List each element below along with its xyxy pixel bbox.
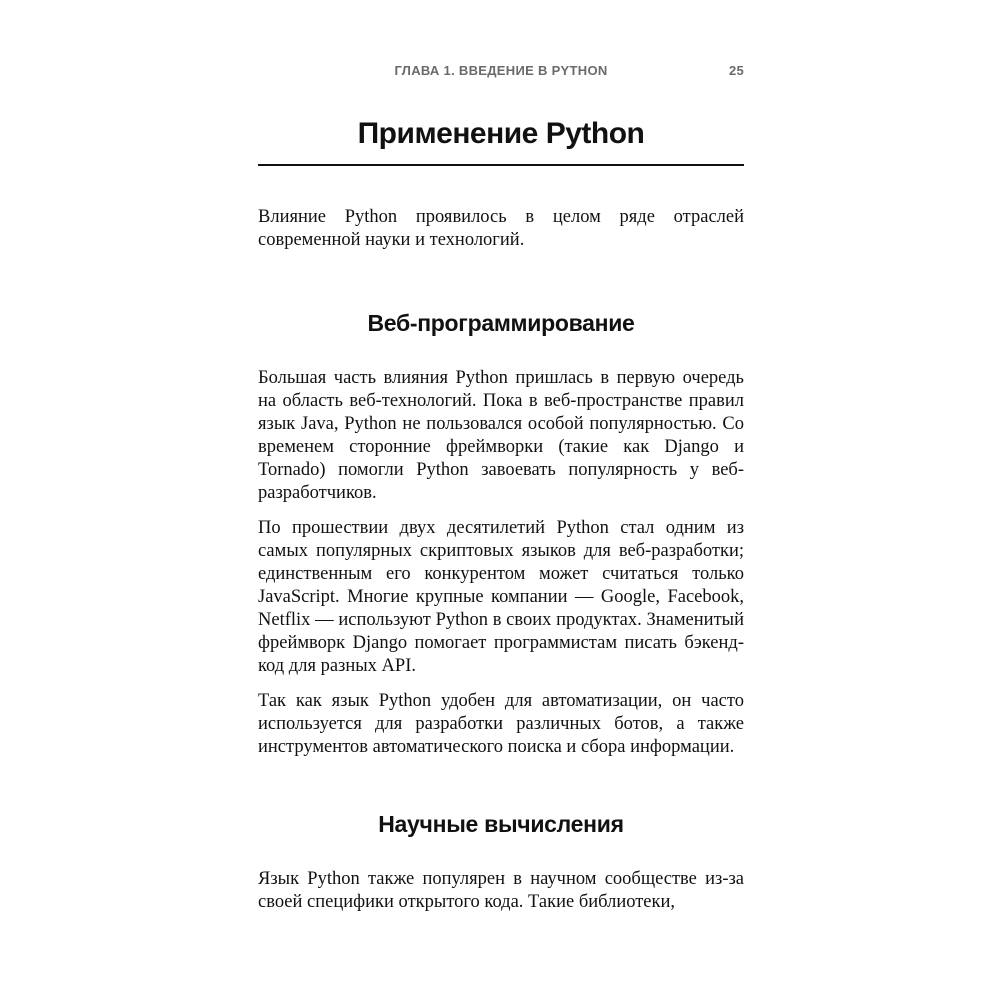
title-underline (258, 164, 744, 166)
paragraph-web-1: Большая часть влияния Python пришлась в первую очередь на область веб-технологий. Пока в веб-пространстве правил язык Java, Python не пользовался особой популярностью. Со временем сторонние фреймворки (такие как Django и Tornado) помогли Python завоевать популярность у веб-разработчиков. (258, 368, 744, 503)
intro-paragraph: Влияние Python проявилось в целом ряде отраслей современной науки и технологий. (258, 207, 744, 250)
chapter-title: ГЛАВА 1. ВВЕДЕНИЕ В PYTHON (394, 63, 608, 78)
section-title: Применение Python (357, 117, 645, 150)
paragraph-web-2: По прошествии двух десятилетий Python стал одним из самых популярных скриптовых языков для веб-разработки; единственным его конкурентом может считаться только JavaScript. Многие крупные компании — Google, Facebook, Netflix — используют Python в своих продуктах. Знаменитый фреймворк Django помогает программистам писать бэкенд-код для разных API. (258, 518, 744, 676)
subheading-scientific-computing: Научные вычисления (378, 811, 624, 837)
book-page (258, 58, 744, 914)
subheading-web-programming: Веб-программирование (367, 310, 635, 336)
paragraph-science-1: Язык Python также популярен в научном сообществе из-за своей специфики открытого кода. Такие библиотеки, (258, 869, 744, 912)
page-number: 25 (728, 63, 744, 78)
paragraph-web-3: Так как язык Python удобен для автоматизации, он часто используется для разработки различных ботов, а также инструментов автоматического поиска и сбора информации. (258, 691, 744, 757)
running-head (258, 58, 744, 82)
